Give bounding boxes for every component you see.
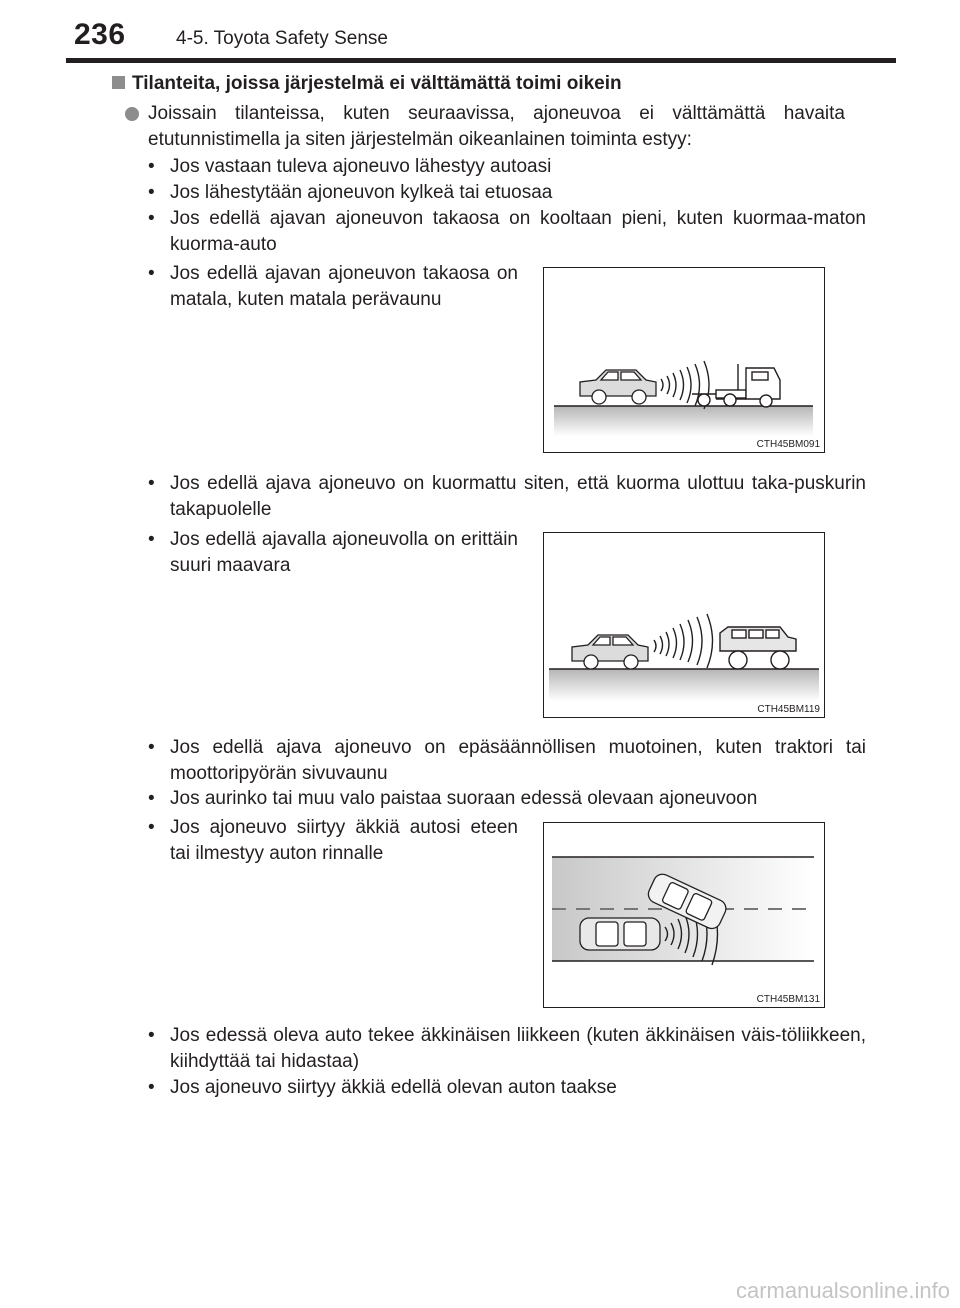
car-top-icon	[580, 918, 660, 950]
list-item: • Jos vastaan tuleva ajoneuvo lähestyy autoasi	[148, 154, 866, 180]
low-trailer-illustration	[544, 268, 823, 451]
list-item: • Jos edellä ajava ajoneuvo on kuormattu siten, että kuorma ulottuu taka-puskurin takapuolelle	[148, 471, 866, 523]
header-rule	[66, 58, 896, 63]
list-item: • Jos edellä ajava ajoneuvo on epäsäännöllisen muotoinen, kuten traktori tai moottoripyörän sivuvaunu	[148, 735, 866, 787]
page-number: 236	[74, 18, 126, 51]
road-surface	[549, 669, 819, 701]
road-surface	[554, 406, 813, 436]
figure-cut-in	[543, 822, 825, 1008]
figure-code: CTH45BM131	[756, 994, 820, 1005]
square-bullet-icon	[112, 76, 125, 89]
suv-icon	[720, 627, 796, 669]
list-item: • Jos ajoneuvo siirtyy äkkiä autosi eteen tai ilmestyy auton rinnalle	[148, 815, 518, 867]
list-item: • Jos edellä ajavan ajoneuvon takaosa on kooltaan pieni, kuten kuormaa-maton kuorma-auto	[148, 206, 866, 258]
intro-paragraph	[125, 101, 845, 153]
section-title: 4-5. Toyota Safety Sense	[176, 28, 388, 49]
list-item: • Jos lähestytään ajoneuvon kylkeä tai etuosaa	[148, 180, 866, 206]
high-clearance-illustration	[544, 533, 823, 716]
sensor-waves	[654, 614, 713, 668]
trailer-truck-icon	[692, 364, 780, 407]
section-heading	[112, 73, 622, 95]
car-icon	[572, 635, 648, 669]
list-item: • Jos edellä ajavan ajoneuvon takaosa on matala, kuten matala perävaunu	[148, 261, 518, 313]
figure-high-clearance	[543, 532, 825, 718]
figure-code: CTH45BM119	[757, 704, 820, 715]
watermark: carmanualsonline.info	[735, 1278, 950, 1303]
list-item: • Jos aurinko tai muu valo paistaa suoraan edessä olevaan ajoneuvoon	[148, 786, 866, 812]
figure-code: CTH45BM091	[756, 439, 820, 450]
list-item: • Jos edellä ajavalla ajoneuvolla on erittäin suuri maavara	[148, 527, 518, 579]
cut-in-illustration	[544, 823, 823, 1006]
section-heading-text: Tilanteita, joissa järjestelmä ei välttämättä toimi oikein	[132, 73, 622, 94]
car-icon	[580, 370, 656, 404]
intro-text: Joissain tilanteissa, kuten seuraavissa, ajoneuvoa ei välttämättä havaita etutunnistimella ja siten järjestelmän oikeanlainen toiminta estyy:	[148, 103, 845, 150]
list-item: • Jos ajoneuvo siirtyy äkkiä edellä olevan auton taakse	[148, 1075, 866, 1101]
figure-low-trailer	[543, 267, 825, 453]
circle-bullet-icon	[125, 107, 139, 121]
list-item: • Jos edessä oleva auto tekee äkkinäisen liikkeen (kuten äkkinäisen väis-töliikkeen, kiihdyttää tai hidastaa)	[148, 1023, 866, 1075]
